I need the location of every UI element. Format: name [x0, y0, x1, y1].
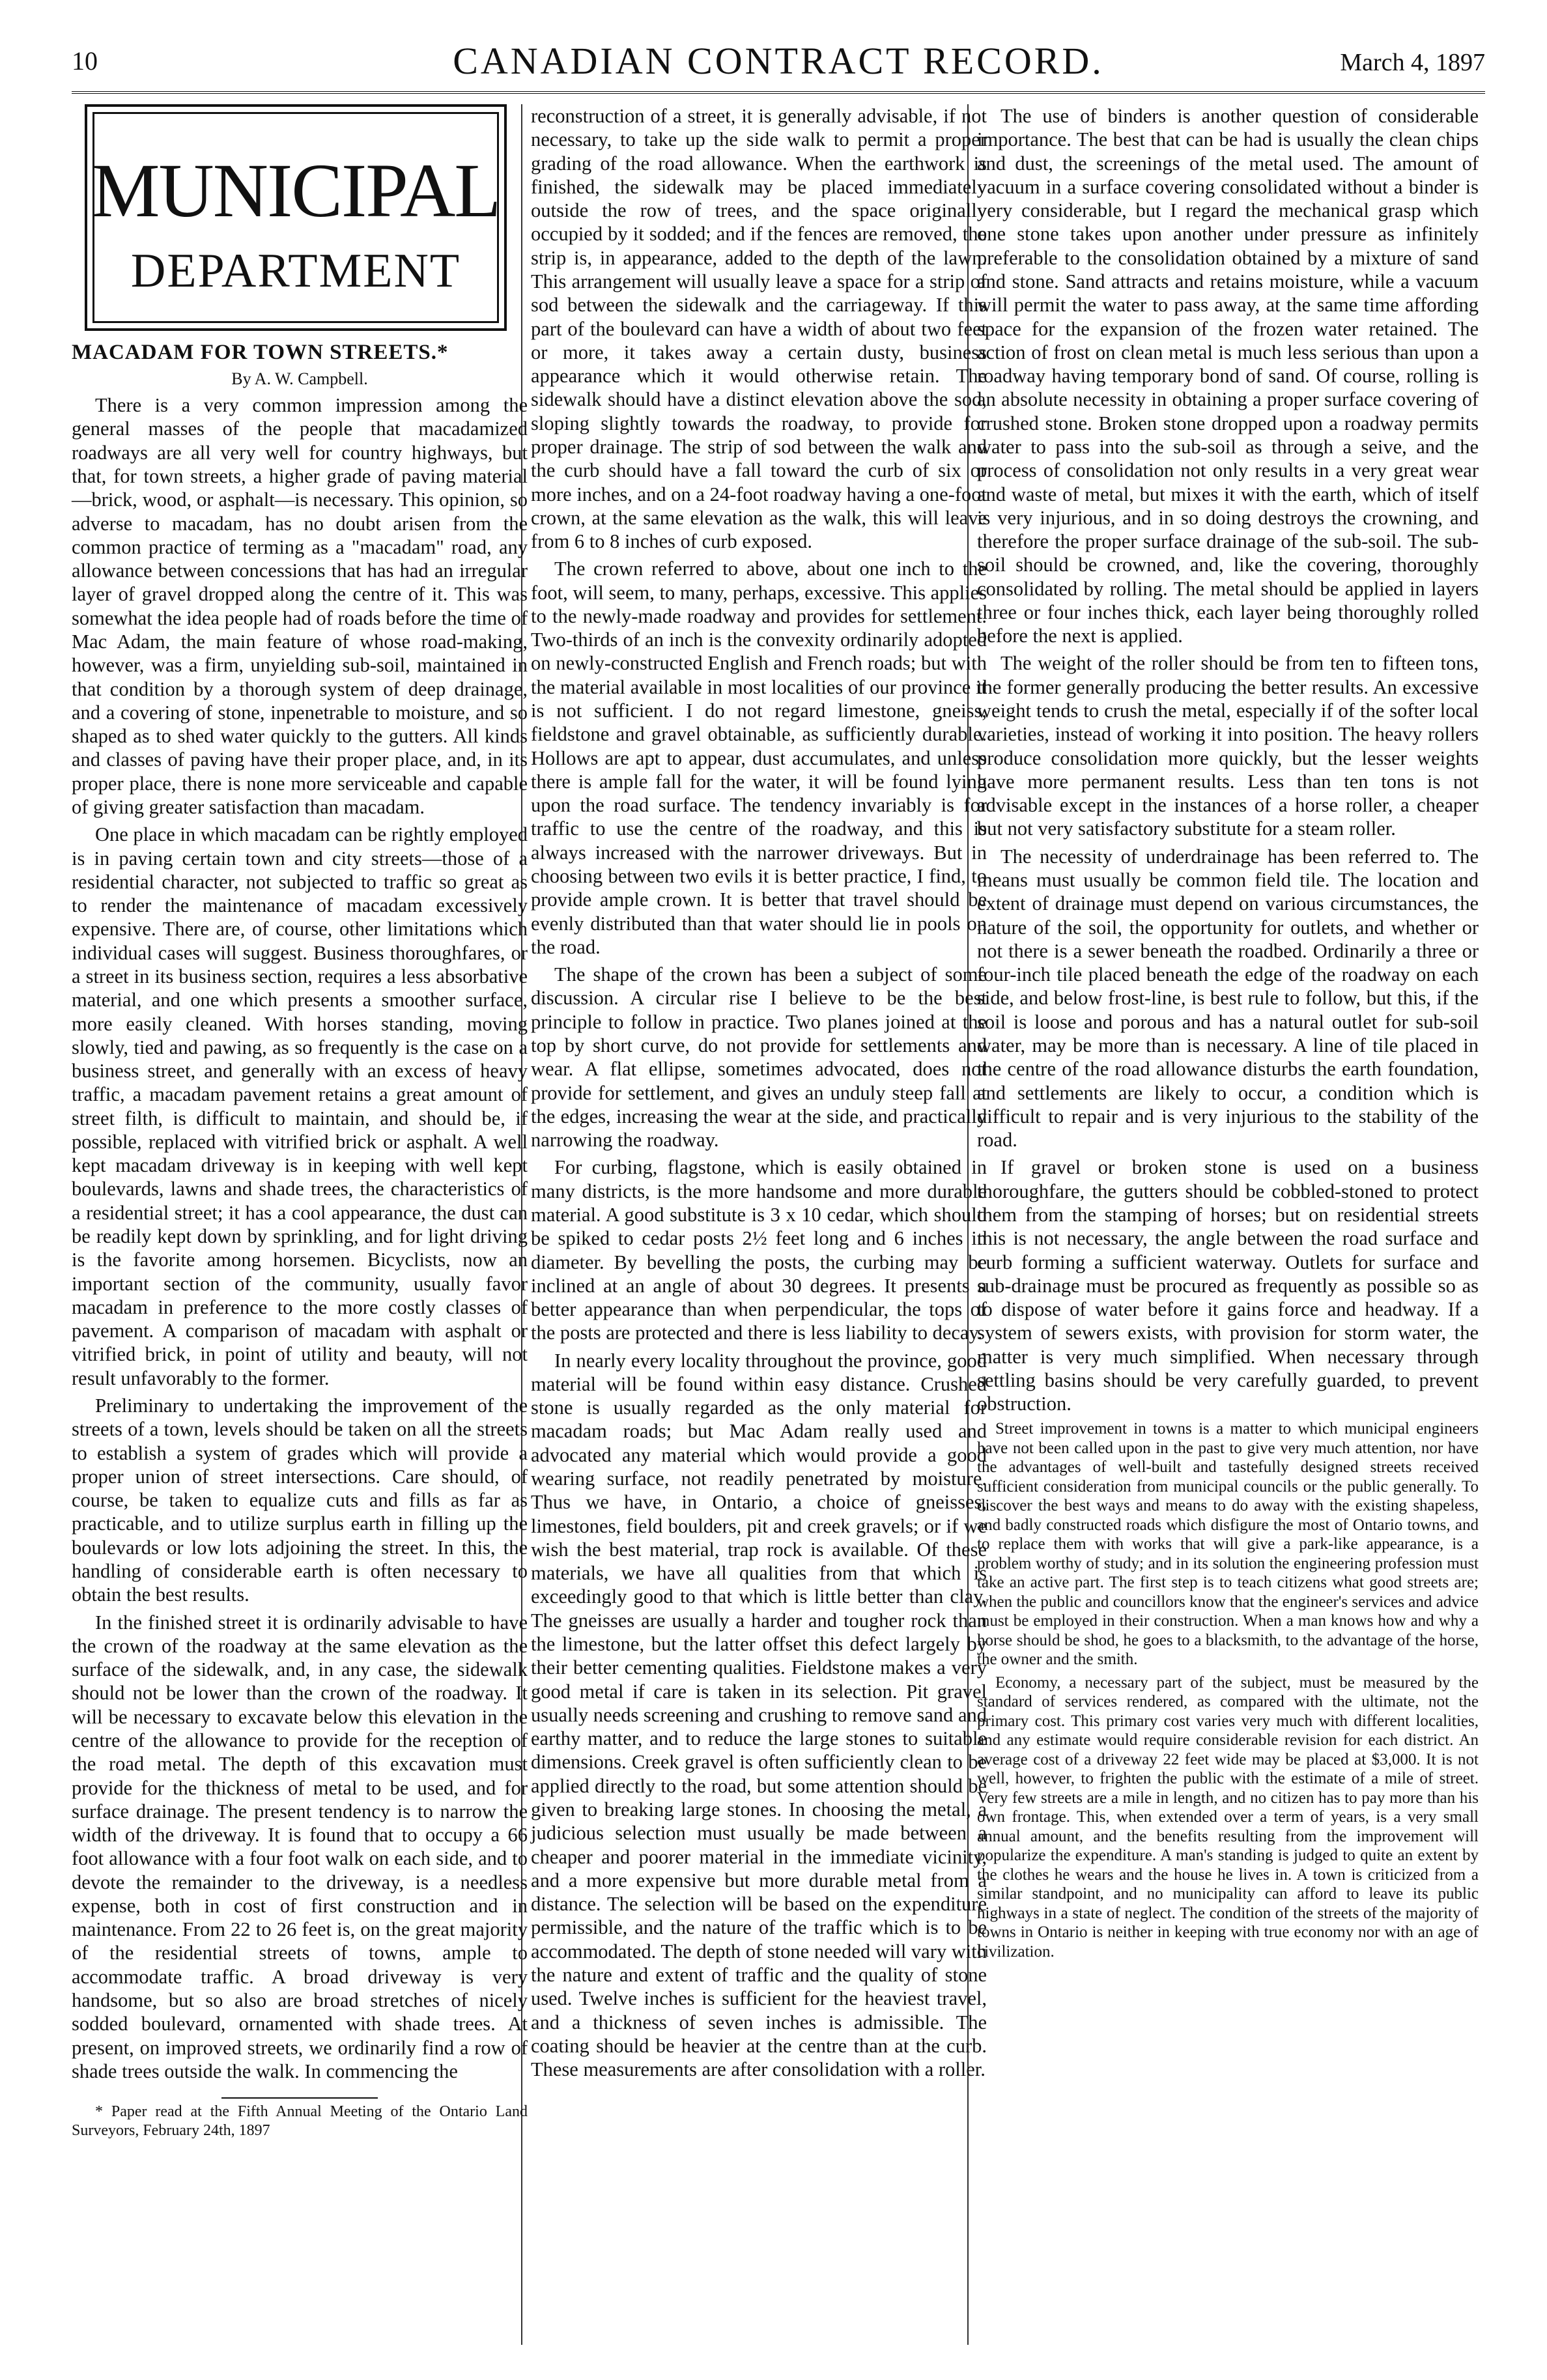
column-1 [72, 104, 528, 2144]
paragraph: In the finished street it is ordinarily advisable to have the crown of the roadway at the same elevation as the surface of the sidewalk, and, in any case, the sidewalk should not be lower than the crown of the roadway. It will be necessary to excavate below this elevation in the centre of the allowance to provide for the reception of the road metal. The depth of this excavation must provide for the thickness of metal to be used, and for surface drainage. The present tendency is to narrow the width of the driveway. It is found that to occupy a 66 foot allowance with a four foot walk on each side, and to devote the remainder to the driveway, is a needless expense, both in cost of first construction and in maintenance. From 22 to 26 feet is, on the great majority of the residential streets of towns, ample to accommodate traffic. A broad driveway is very handsome, but so also are broad stretches of nicely sodded boulevard, ornamented with shade trees. At present, on improved streets, we ordinarily find a row of shade trees outside the walk. In commencing the [72, 1611, 528, 2082]
footnote-rule [221, 2097, 378, 2099]
page-header [72, 39, 1485, 85]
paragraph: One place in which macadam can be rightly employed is in paving certain town and city streets—those of a residential character, not subjected to traffic so great as to render the maintenance of macadam excessively expensive. There are, of course, other limitations which individual cases will suggest. Business thoroughfares, or a street in its business section, requires a less absorbative material, and one which presents a smoother surface, more easily cleaned. With horses standing, moving slowly, tied and pawing, as so frequently is the case on a business street, and generally with an excess of heavy traffic, a macadam pavement retains a great amount of street filth, is difficult to maintain, and should be, if possible, replaced with vitrified brick or asphalt. A well kept macadam driveway is in keeping with well kept boulevards, lawns and shade trees, the characteristics of a residential street; it has a cool appearance, the dust can be readily kept down by sprinkling, and for light driving is the favorite among horsemen. Bicyclists, now an important section of the community, usually favor macadam in preference to the more costly classes of pavement. A comparison of macadam with asphalt or vitrified brick, in point of utility and beauty, will not result unfavorably to the former. [72, 823, 528, 1389]
paragraph: The weight of the roller should be from ten to fifteen tons, the former generally producing the better results. An excessive weight tends to crush the metal, especially if of the softer local varieties, instead of working it into position. The heavy rollers produce consolidation more quickly, but the lesser weights have more permanent results. Less than ten tons is not advisable except in the instances of a horse roller, a cheaper but not very satisfactory substitute for a steam roller. [977, 652, 1479, 840]
small-print-paragraph: Street improvement in towns is a matter to which municipal engineers have not been called upon in the past to give very much attention, nor have the advantages of well-built and tastefully designed streets received sufficient consideration from municipal councils or the public generally. To discover the best ways and means to do away with the existing shapeless, and badly constructed roads which disfigure the most of Ontario towns, and to replace them with works that will give a park-like appearance, is a problem worthy of study; and in its solution the engineering profession must take an active part. The first step is to teach citizens what good streets are; when the public and councillors know that the engineer's services and advice must be employed in their construction. When a man knows how and why a horse should be shod, he goes to a blacksmith, to the advantage of the horse, the owner and the smith. [977, 1420, 1479, 1669]
paragraph: reconstruction of a street, it is generally advisable, if not necessary, to take up the side walk to permit a proper grading of the road allowance. When the earthwork is finished, the sidewalk may be placed immediately outside the row of trees, and the space originally occupied by it sodded; and if the fences are removed, the strip is, in appearance, added to the depth of the lawn. This arrangement will usually leave a space for a strip of sod between the sidewalk and the carriageway. If this part of the boulevard can have a width of about two feet or more, it takes away a certain dusty, business appearance which it would otherwise retain. The sidewalk should have a distinct elevation above the sod, sloping slightly towards the roadway, to provide for proper drainage. The strip of sod between the walk and the curb should have a fall toward the curb of six or more inches, and on a 24-foot roadway having a one-foot crown, at the same elevation as the walk, this will leave from 6 to 8 inches of curb exposed. [531, 105, 987, 553]
header-rule [72, 91, 1485, 94]
publication-title: CANADIAN CONTRACT RECORD. [453, 40, 1104, 82]
page-number: 10 [72, 46, 98, 76]
paragraph: For curbing, flagstone, which is easily obtained in many districts, is the more handsome and more durable material. A good substitute is 3 x 10 cedar, which should be spiked to cedar posts 2½ feet long and 6 inches in diameter. By bevelling the posts, the curbing may be inclined at an angle of about 30 degrees. It presents a better appearance than when perpendicular, the tops of the posts are protected and there is less liability to decay. [531, 1156, 987, 1344]
footnote: * Paper read at the Fifth Annual Meeting of the Ontario Land Surveyors, February 24th, 1897 [72, 2103, 528, 2139]
article-title: MACADAM FOR TOWN STREETS.* [72, 341, 449, 364]
department-title-line2: DEPARTMENT [130, 244, 461, 298]
paragraph: The use of binders is another question of considerable importance. The best that can be had is usually the clean chips and dust, the screenings of the metal used. The amount of vacuum in a surface covering consolidated without a binder is very considerable, but I regard the mechanical grasp which one stone takes upon another under pressure as infinitely preferable to the consolidation obtained by a mixture of sand and stone. Sand attracts and retains moisture, while a vacuum will permit the water to pass away, at the same time affording space for the expansion of the frozen water retained. The action of frost on clean metal is much less serious than upon a roadway having temporary bond of sand. Of course, rolling is an absolute necessity in obtaining a proper surface covering of crushed stone. Broken stone dropped upon a roadway permits water to pass into the sub-soil as through a seive, and the process of consolidation not only results in a very great wear and waste of metal, but mixes it with the earth, which of itself is very injurious, and in so doing destroys the crowning, and therefore the proper surface drainage of the sub-soil. The sub-soil should be crowned, and, like the covering, thoroughly consolidated by rolling. The metal should be applied in layers three or four inches thick, each layer being thoroughly rolled before the next is applied. [977, 105, 1479, 647]
paragraph: Preliminary to undertaking the improvement of the streets of a town, levels should be taken on all the streets to establish a system of grades which will provide a proper union of street intersections. Care should, of course, be taken to equalize cuts and fills as far as practicable, and to utilize surplus earth in filling up the boulevards or low lots adjoining the street. In this, the handling of considerable earth is often necessary to obtain the best results. [72, 1395, 528, 1606]
paragraph: In nearly every locality throughout the province, good material will be found within easy distance. Crushed stone is usually regarded as the only material for macadam roads; but Mac Adam really used and advocated any material which would provide a good wearing surface, not readily penetrated by moisture. Thus we have, in Ontario, a choice of gneisses, limestones, field boulders, pit and creek gravels; or if we wish the best material, trap rock is available. Of these materials, we have all qualities from that which is exceedingly good to that which is little better than clay. The gneisses are usually a harder and tougher rock than the limestone, but the latter offset this defect largely by their better cementing qualities. Fieldstone makes a very good metal if care is taken in its selection. Pit gravel usually needs screening and crushing to remove sand and earthy matter, and to reduce the large stones to suitable dimensions. Creek gravel is often sufficiently clean to be applied directly to the road, but some attention should be given to breaking large stones. In choosing the metal, a judicious selection must usually be made between a cheaper and poorer material in the immediate vicinity, and a more expensive but more durable metal from a distance. The selection will be based on the expenditure permissible, and the nature of the traffic which is to be accommodated. The depth of stone needed will vary with the nature and extent of traffic and the quality of stone used. Twelve inches is sufficient for the heaviest travel, and a thickness of seven inches is admissible. The coating should be heavier at the centre than at the curb. These measurements are after consolidation with a roller. [531, 1349, 987, 2081]
paragraph: The shape of the crown has been a subject of some discussion. A circular rise I believe to be the best principle to follow in practice. Two planes joined at the top by short curve, do not provide for settlements and wear. A flat ellipse, sometimes advocated, does not provide for settlement, and gives an unduly steep fall at the edges, increasing the wear at the side, and practically narrowing the roadway. [531, 963, 987, 1152]
small-print-paragraph: Economy, a necessary part of the subject, must be measured by the standard of services rendered, as compared with the ultimate, not the primary cost. This primary cost varies very much with different localities, and any estimate would require considerable revision for each district. An average cost of a driveway 22 feet wide may be placed at $3,000. It is not well, however, to frighten the public with the estimate of a mile of street. Very few streets are a mile in length, and no citizen has to pay more than his own frontage. This, when extended over a term of years, is a very small annual amount, and the benefits resulting from the improvement will popularize the expenditure. A man's standing is judged to quite an extent by the clothes he wears and the house he lives in. A town is criticized from a similar standpoint, and no municipality can afford to leave its public highways in a state of neglect. The condition of the streets of the majority of towns in Ontario is neither in keeping with true economy nor with an age of civilization. [977, 1673, 1479, 1961]
issue-date: March 4, 1897 [1340, 49, 1485, 76]
article-byline: By A. W. Campbell. [231, 369, 368, 389]
paragraph: There is a very common impression among the general masses of the people that macadamized roadways are all very well for country highways, but that, for town streets, a higher grade of paving material—brick, wood, or asphalt—is necessary. This opinion, so adverse to macadam, has no doubt arisen from the common practice of terming as a "macadam" road, any allowance between concessions that has had an irregular layer of gravel dropped along the centre of it. This was somewhat the idea people had of roads before the time of Mac Adam, the main feature of whose road-making, however, was a firm, unyielding sub-soil, maintained in that condition by a thorough system of deep drainage, and a covering of stone, inpenetrable to moisture, and so shaped as to shed water quickly to the gutters. All kinds and classes of paving have their proper place, and, in its proper place, there is none more serviceable and capable of giving greater satisfaction than macadam. [72, 394, 528, 818]
column-3 [977, 104, 1479, 1965]
column-2 [531, 104, 987, 2085]
department-title-line1: MUNICIPAL [91, 148, 500, 233]
department-heading-box [85, 104, 507, 331]
paragraph: The crown referred to above, about one inch to the foot, will seem, to many, perhaps, excessive. This applies to the newly-made roadway and provides for settlement. Two-thirds of an inch is the convexity ordinarily adopted on newly-constructed English and French roads; but with the material available in most localities of our province it is not sufficient. I do not regard limestone, gneiss, fieldstone and gravel obtainable, as sufficiently durable. Hollows are apt to appear, dust accumulates, and unless there is ample fall for the water, it will be found lying upon the road surface. The tendency invariably is for traffic to use the centre of the roadway, and this is always increased with the narrower driveways. But in choosing between two evils it is better practice, I find, to provide ample crown. It is better that travel should be evenly distributed than that water should lie in pools on the road. [531, 558, 987, 958]
paragraph: If gravel or broken stone is used on a business thoroughfare, the gutters should be cobbled-stoned to protect them from the stamping of horses; but on residential streets this is not necessary, the angle between the road surface and curb forming a sufficient waterway. Outlets for surface and sub-drainage must be procured as frequently as possible so as to dispose of water before it gains force and headway. If a system of sewers exists, with provision for storm water, the matter is very much simplified. When necessary through settling basins should be very carefully guarded, to prevent obstruction. [977, 1156, 1479, 1415]
paragraph: The necessity of underdrainage has been referred to. The means must usually be common field tile. The location and extent of drainage must depend on various circumstances, the nature of the soil, the opportunity for outlets, and whether or not there is a sewer beneath the roadbed. Ordinarily a three or four-inch tile placed beneath the edge of the roadway on each side, and below frost-line, is best rule to follow, but this, if the soil is loose and porous and has a natural outlet for sub-soil water, may be more than is necessary. A line of tile placed in the centre of the road allowance disturbs the earth foundation, and settlements are likely to occur, a condition which is difficult to repair and is very injurious to the stability of the road. [977, 845, 1479, 1152]
